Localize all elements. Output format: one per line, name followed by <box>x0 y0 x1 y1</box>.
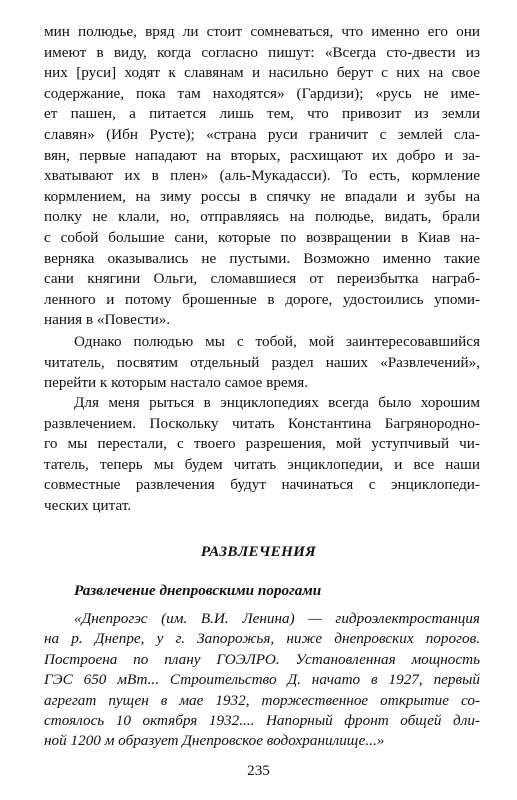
text-line: сани княгини Ольги, сломавшиеся от переизбытка награб- <box>44 270 480 288</box>
text-line: читатель, посвятим отдельный раздел наших «Развлечений», <box>44 353 480 371</box>
text-line: с собой большие сани, которые по возвращении в Киав на- <box>44 228 480 246</box>
text-line: полку не клали, но, отправляясь на полюдье, видать, брали <box>44 208 480 226</box>
quote-line: агрегат пущен в мае 1932, торжественное открытие со- <box>44 691 480 709</box>
text-line: развлечением. Поскольку читать Константина Багрянородно- <box>44 414 480 432</box>
quote-line: «Днепрогэс (им. В.И. Ленина) — гидроэлектростанция <box>74 610 480 627</box>
quote-line: на р. Днепре, у г. Запорожья, ниже днепровских порогов. <box>44 630 480 648</box>
text-line: го мы перестали, с твоего разрешения, мой уступчивый чи- <box>44 435 480 453</box>
paragraph-razvlecheniya-intro <box>44 332 480 394</box>
text-line: ческих цитат. <box>44 496 132 514</box>
text-line: татель, теперь мы будем читать энциклопедии, и все наши <box>44 455 480 473</box>
text-line: ет пашен, а питается лишь тем, что привозит из земли <box>44 105 480 123</box>
paragraph-encyclopedias <box>44 393 480 517</box>
paragraph-polyudie <box>44 22 480 331</box>
text-line: Однако полюдью мы с тобой, мой заинтересовавшийся <box>74 333 480 350</box>
quote-line: ГЭС 650 мВт... Строительство Д. начато в 1927, первый <box>44 671 480 689</box>
text-line: вян, первые нападают на вторых, расхищают их добро и за- <box>44 146 480 164</box>
text-line: Для меня рыться в энциклопедиях всегда было хорошим <box>74 394 480 411</box>
quote-line: Построена по плану ГОЭЛРО. Установленная мощность <box>44 650 480 668</box>
text-line: хватывают их в плен» (аль-Мукадасси). То есть, кормление <box>44 167 480 185</box>
text-line: перейти к которым настало самое время. <box>44 374 309 392</box>
quote-line: стоялось 10 октября 1932.... Напорный фронт общей дли- <box>44 711 480 729</box>
subsection-heading: Развлечение днепровскими порогами <box>74 582 322 599</box>
text-line: совместные развлечения будут начинаться с энциклопеди- <box>44 476 480 494</box>
text-line: содержание, пока там находятся» (Гардизи); «русь не име- <box>44 84 480 102</box>
text-line: имеют в виду, когда согласно пишут: «Всегда сто-двести из <box>44 43 480 61</box>
text-line: мин полюдье, вряд ли стоит сомневаться, что именно его они <box>44 23 480 40</box>
text-line: ленного и потому брошенные в дороге, удостоились упоми- <box>44 290 480 308</box>
text-line: кормлением, на зиму россы в спячку не впадали и зубы на <box>44 187 480 205</box>
text-line: нания в «Повести». <box>44 311 171 329</box>
text-line: верняка оказывались не пустыми. Возможно именно такие <box>44 249 480 267</box>
text-line: них [руси] ходят к славянам и насильно берут с них на свое <box>44 64 480 82</box>
encyclopedia-quote <box>44 609 480 752</box>
page-number: 235 <box>247 762 270 779</box>
text-line: славян» (Ибн Русте); «страна руси граничит с землей сла- <box>44 125 480 143</box>
section-heading: РАЗВЛЕЧЕНИЯ <box>200 543 317 560</box>
quote-line: ной 1200 м образует Днепровское водохранилище...» <box>44 732 385 750</box>
